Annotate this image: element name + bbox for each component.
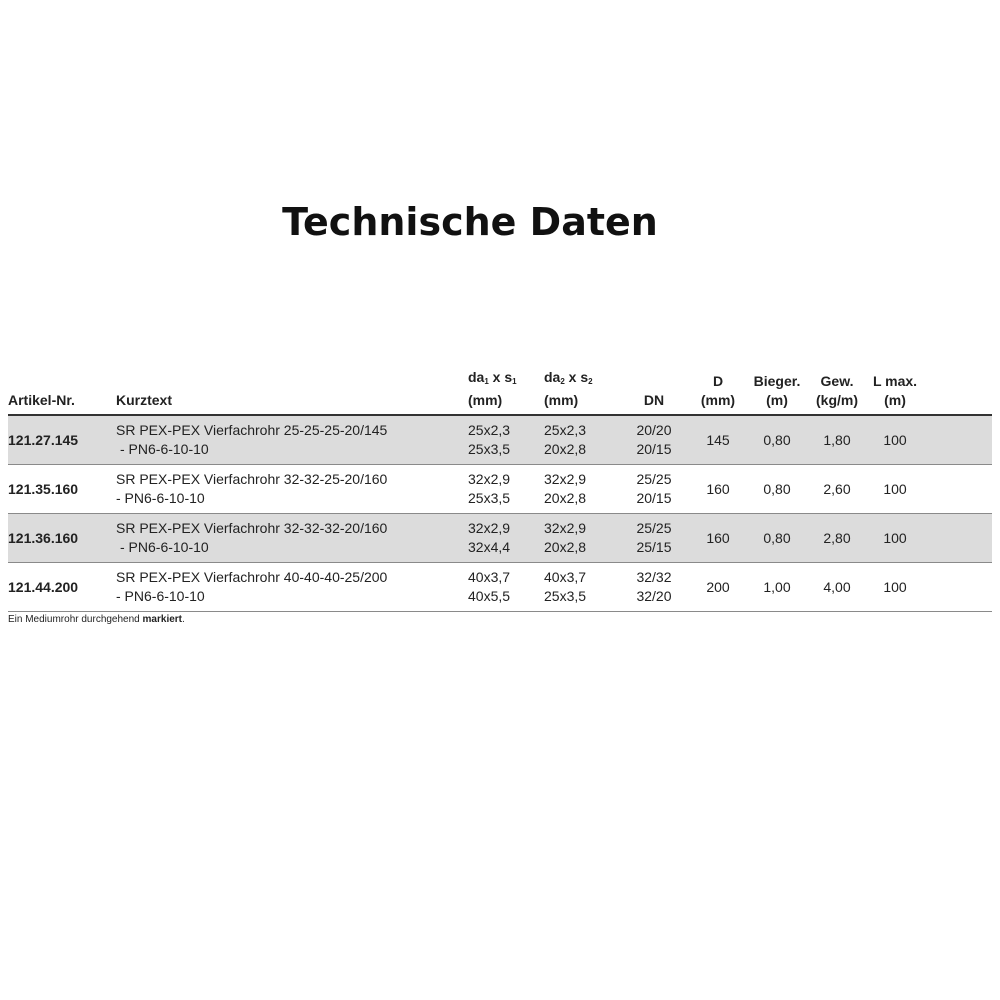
table-row bbox=[8, 465, 992, 514]
cell-kurztext: SR PEX-PEX Vierfachrohr 32-32-32-20/160 - PN6-6-10-10 bbox=[116, 514, 468, 563]
header-kurztext: Kurztext bbox=[116, 368, 468, 415]
cell-biegeradius: 0,80 bbox=[744, 514, 810, 563]
cell-lmax: 100 bbox=[864, 563, 926, 612]
header-da2-s2: $da_2$ x $s_2$ (mm) bbox=[544, 368, 616, 415]
cell-da1: 32x2,9 32x4,4 bbox=[468, 514, 544, 563]
cell-artikel: 121.35.160 bbox=[8, 465, 116, 514]
cell-da1: 25x2,3 25x3,5 bbox=[468, 415, 544, 465]
cell-dn: 25/25 20/15 bbox=[616, 465, 692, 514]
cell-lmax: 100 bbox=[864, 514, 926, 563]
cell-da2: 32x2,9 20x2,8 bbox=[544, 514, 616, 563]
cell-kurztext: SR PEX-PEX Vierfachrohr 40-40-40-25/200 - PN6-6-10-10 bbox=[116, 563, 468, 612]
technical-data-table bbox=[8, 368, 992, 612]
header-dn: DN bbox=[616, 368, 692, 415]
cell-spacer bbox=[926, 563, 992, 612]
header-d: D (mm) bbox=[692, 368, 744, 415]
cell-biegeradius: 0,80 bbox=[744, 465, 810, 514]
cell-da1: 40x3,7 40x5,5 bbox=[468, 563, 544, 612]
cell-dn: 32/32 32/20 bbox=[616, 563, 692, 612]
cell-spacer bbox=[926, 415, 992, 465]
cell-da2: 32x2,9 20x2,8 bbox=[544, 465, 616, 514]
header-spacer bbox=[926, 368, 992, 415]
cell-d: 160 bbox=[692, 465, 744, 514]
cell-spacer bbox=[926, 465, 992, 514]
cell-gewicht: 2,80 bbox=[810, 514, 864, 563]
cell-dn: 20/20 20/15 bbox=[616, 415, 692, 465]
header-gewicht: Gew. (kg/m) bbox=[810, 368, 864, 415]
cell-biegeradius: 0,80 bbox=[744, 415, 810, 465]
technical-data-table-container bbox=[8, 368, 992, 612]
cell-da2: 25x2,3 20x2,8 bbox=[544, 415, 616, 465]
cell-lmax: 100 bbox=[864, 465, 926, 514]
cell-spacer bbox=[926, 514, 992, 563]
header-lmax: L max. (m) bbox=[864, 368, 926, 415]
header-biegeradius: Bieger. (m) bbox=[744, 368, 810, 415]
cell-d: 145 bbox=[692, 415, 744, 465]
cell-lmax: 100 bbox=[864, 415, 926, 465]
table-row bbox=[8, 415, 992, 465]
cell-gewicht: 4,00 bbox=[810, 563, 864, 612]
cell-kurztext: SR PEX-PEX Vierfachrohr 25-25-25-20/145 - PN6-6-10-10 bbox=[116, 415, 468, 465]
cell-dn: 25/25 25/15 bbox=[616, 514, 692, 563]
cell-da2: 40x3,7 25x3,5 bbox=[544, 563, 616, 612]
cell-da1: 32x2,9 25x3,5 bbox=[468, 465, 544, 514]
table-header-row bbox=[8, 368, 992, 415]
footnote: Ein Mediumrohr durchgehend markiert. bbox=[8, 614, 185, 625]
cell-kurztext: SR PEX-PEX Vierfachrohr 32-32-25-20/160 - PN6-6-10-10 bbox=[116, 465, 468, 514]
header-artikel: Artikel-Nr. bbox=[8, 368, 116, 415]
page-title: Technische Daten bbox=[282, 200, 658, 244]
table-row bbox=[8, 514, 992, 563]
cell-d: 200 bbox=[692, 563, 744, 612]
cell-artikel: 121.44.200 bbox=[8, 563, 116, 612]
cell-gewicht: 2,60 bbox=[810, 465, 864, 514]
cell-d: 160 bbox=[692, 514, 744, 563]
cell-artikel: 121.36.160 bbox=[8, 514, 116, 563]
header-da1-s1: $da_1$ x $s_1$ (mm) bbox=[468, 368, 544, 415]
cell-biegeradius: 1,00 bbox=[744, 563, 810, 612]
cell-artikel: 121.27.145 bbox=[8, 415, 116, 465]
table-row bbox=[8, 563, 992, 612]
cell-gewicht: 1,80 bbox=[810, 415, 864, 465]
